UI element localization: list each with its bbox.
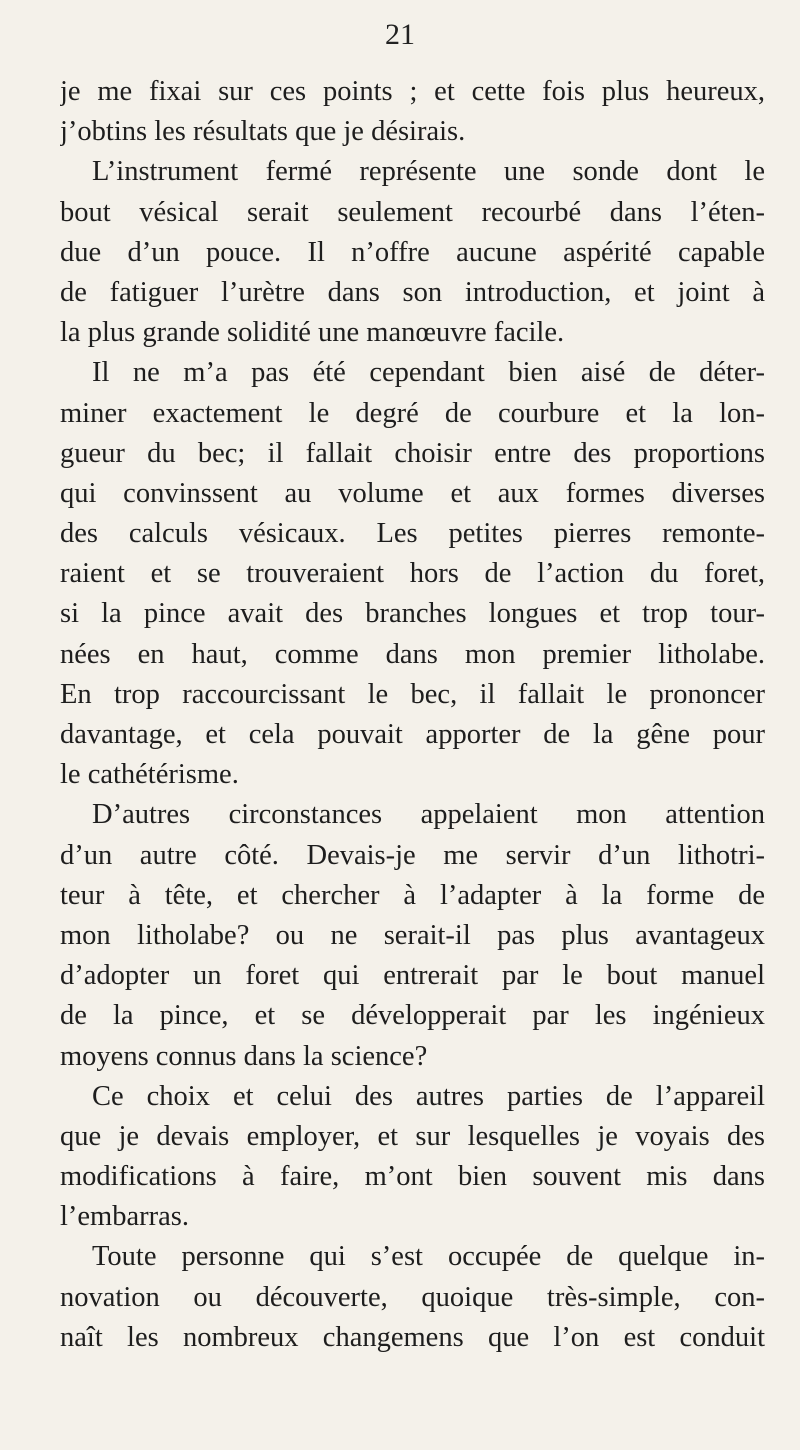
text-line: novation ou découverte, quoique très-simple, con- <box>60 1281 765 1313</box>
text-line: bout vésical serait seulement recourbé dans l’éten- <box>60 196 765 228</box>
text-line: nées en haut, comme dans mon premier litholabe. <box>60 638 765 670</box>
text-line: d’un autre côté. Devais-je me servir d’un lithotri- <box>60 839 765 871</box>
text-line: Ce choix et celui des autres parties de l’appareil <box>92 1080 765 1112</box>
text-line: je me fixai sur ces points ; et cette fois plus heureux, <box>60 76 765 107</box>
text-line: moyens connus dans la science? <box>60 1040 428 1072</box>
text-line: qui convinssent au volume et aux formes diverses <box>60 477 765 509</box>
text-line: le cathétérisme. <box>60 759 239 791</box>
text-line: de la pince, et se développerait par les ingénieux <box>60 1000 765 1032</box>
text-line: d’adopter un foret qui entrerait par le bout manuel <box>60 960 765 992</box>
text-line: modifications à faire, m’ont bien souvent mis dans <box>60 1161 765 1193</box>
text-line: teur à tête, et chercher à l’adapter à la forme de <box>60 879 765 911</box>
text-line: D’autres circonstances appelaient mon attention <box>92 799 765 831</box>
text-line: mon litholabe? ou ne serait-il pas plus avantageux <box>60 919 765 951</box>
page-number: 21 <box>385 18 415 51</box>
text-line: miner exactement le degré de courbure et la lon- <box>60 397 765 429</box>
text-line: naît les nombreux changemens que l’on est conduit <box>60 1321 765 1353</box>
text-line: Il ne m’a pas été cependant bien aisé de déter- <box>92 357 765 389</box>
text-line: j’obtins les résultats que je désirais. <box>60 116 466 148</box>
text-line: davantage, et cela pouvait apporter de la gêne pour <box>60 719 765 750</box>
text-line: gueur du bec; il fallait choisir entre des proportions <box>60 437 765 469</box>
text-line: si la pince avait des branches longues et trop tour- <box>60 598 765 630</box>
text-line: des calculs vésicaux. Les petites pierres remonte- <box>60 518 765 550</box>
text-line: En trop raccourcissant le bec, il fallait le prononcer <box>60 678 765 710</box>
text-line: l’embarras. <box>60 1201 189 1233</box>
text-line: L’instrument fermé représente une sonde dont le <box>92 156 765 188</box>
text-line: la plus grande solidité une manœuvre facile. <box>60 317 565 349</box>
text-line: raient et se trouveraient hors de l’action du foret, <box>60 558 765 590</box>
text-line: de fatiguer l’urètre dans son introduction, et joint à <box>60 276 765 308</box>
text-line: Toute personne qui s’est occupée de quelque in- <box>92 1241 765 1273</box>
body-text <box>60 72 765 1358</box>
text-line: que je devais employer, et sur lesquelles je voyais des <box>60 1120 765 1152</box>
text-line: due d’un pouce. Il n’offre aucune aspérité capable <box>60 236 765 268</box>
